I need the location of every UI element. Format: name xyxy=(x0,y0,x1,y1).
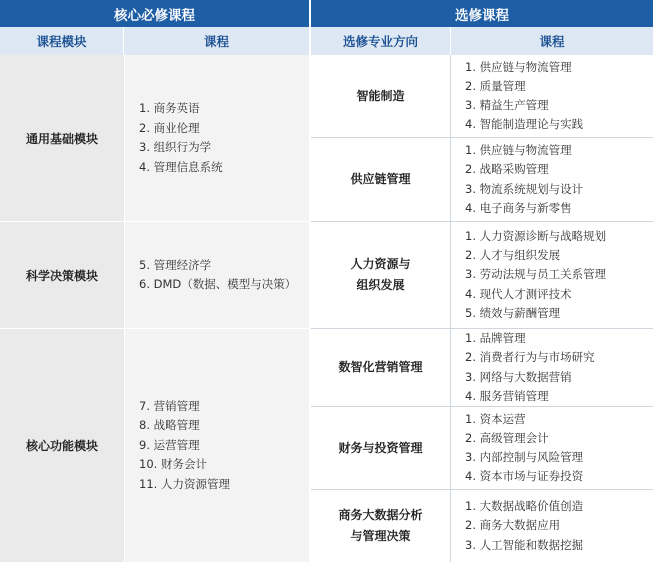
elective-course-list xyxy=(451,222,653,329)
elective-course-item: 5. 绩效与薪酬管理 xyxy=(465,305,561,320)
elective-course-item: 2. 战略采购管理 xyxy=(465,162,549,177)
course-item: 9. 运营管理 xyxy=(139,437,200,452)
elective-direction-name: 智能制造 xyxy=(311,55,451,138)
elective-course-item: 2. 人才与组织发展 xyxy=(465,248,561,263)
core-module-name: 核心功能模块 xyxy=(0,329,124,562)
elective-course-list xyxy=(451,407,653,490)
course-item: 1. 商务英语 xyxy=(139,101,200,115)
course-item: 2. 商业伦理 xyxy=(139,120,200,135)
course-item: 11. 人力资源管理 xyxy=(139,476,230,491)
core-courses-header: 核心必修课程 xyxy=(0,0,309,27)
elective-group xyxy=(311,222,653,329)
elective-course-item: 3. 网络与大数据营销 xyxy=(465,369,572,384)
elective-direction-name: 数智化营销管理 xyxy=(311,329,451,407)
elective-course-item: 2. 质量管理 xyxy=(465,78,526,93)
elective-course-item: 4. 现代人才测评技术 xyxy=(465,286,572,301)
elective-course-item: 3. 物流系统规划与设计 xyxy=(465,181,584,196)
elective-course-item: 2. 商务大数据应用 xyxy=(465,518,561,533)
elective-course-item: 4. 电子商务与新零售 xyxy=(465,200,572,215)
elective-course-item: 1. 资本运营 xyxy=(465,411,526,426)
course-item: 10. 财务会计 xyxy=(139,457,207,472)
core-module-name: 科学决策模块 xyxy=(0,222,124,329)
elective-course-column-header: 课程 xyxy=(451,27,653,55)
elective-course-item: 1. 人力资源诊断与战略规划 xyxy=(465,228,607,243)
course-item: 5. 管理经济学 xyxy=(139,257,212,272)
course-item: 7. 营销管理 xyxy=(139,398,200,413)
elective-course-list xyxy=(451,329,653,407)
elective-direction-name: 财务与投资管理 xyxy=(311,407,451,490)
core-module-courses xyxy=(124,329,309,562)
module-column-header: 课程模块 xyxy=(0,27,124,55)
elective-course-list xyxy=(451,55,653,138)
elective-direction-name: 供应链管理 xyxy=(311,138,451,222)
elective-course-item: 1. 供应链与物流管理 xyxy=(465,143,572,158)
elective-course-item: 4. 服务营销管理 xyxy=(465,388,549,403)
elective-course-item: 1. 供应链与物流管理 xyxy=(465,59,572,74)
elective-course-list xyxy=(451,490,653,562)
elective-courses-header: 选修课程 xyxy=(311,0,653,27)
elective-course-item: 3. 精益生产管理 xyxy=(465,98,549,112)
core-module-courses xyxy=(124,55,309,222)
elective-course-item: 4. 资本市场与证券投资 xyxy=(465,469,584,484)
elective-course-item: 1. 品牌管理 xyxy=(465,331,526,346)
core-module-name: 通用基础模块 xyxy=(0,55,124,222)
course-item: 3. 组织行为学 xyxy=(139,140,212,154)
direction-column-header: 选修专业方向 xyxy=(311,27,451,55)
course-column-header: 课程 xyxy=(124,27,309,55)
elective-course-item: 3. 劳动法规与员工关系管理 xyxy=(465,267,607,282)
elective-direction-name: 人力资源与 组织发展 xyxy=(311,222,451,329)
elective-course-item: 1. 大数据战略价值创造 xyxy=(465,499,584,514)
core-module-courses xyxy=(124,222,309,329)
course-item: 8. 战略管理 xyxy=(139,418,200,433)
elective-course-list xyxy=(451,138,653,222)
elective-direction-name: 商务大数据分析 与管理决策 xyxy=(311,490,451,562)
elective-course-item: 4. 智能制造理论与实践 xyxy=(465,117,584,132)
elective-group xyxy=(311,55,653,222)
course-item: 6. DMD（数据、模型与决策） xyxy=(139,277,297,291)
elective-course-item: 2. 高级管理会计 xyxy=(465,430,549,445)
elective-group xyxy=(311,329,653,562)
course-item: 4. 管理信息系统 xyxy=(139,159,223,174)
elective-course-item: 3. 内部控制与风险管理 xyxy=(465,450,584,464)
elective-course-item: 2. 消费者行为与市场研究 xyxy=(465,350,595,365)
elective-course-item: 3. 人工智能和数据挖掘 xyxy=(465,537,584,552)
